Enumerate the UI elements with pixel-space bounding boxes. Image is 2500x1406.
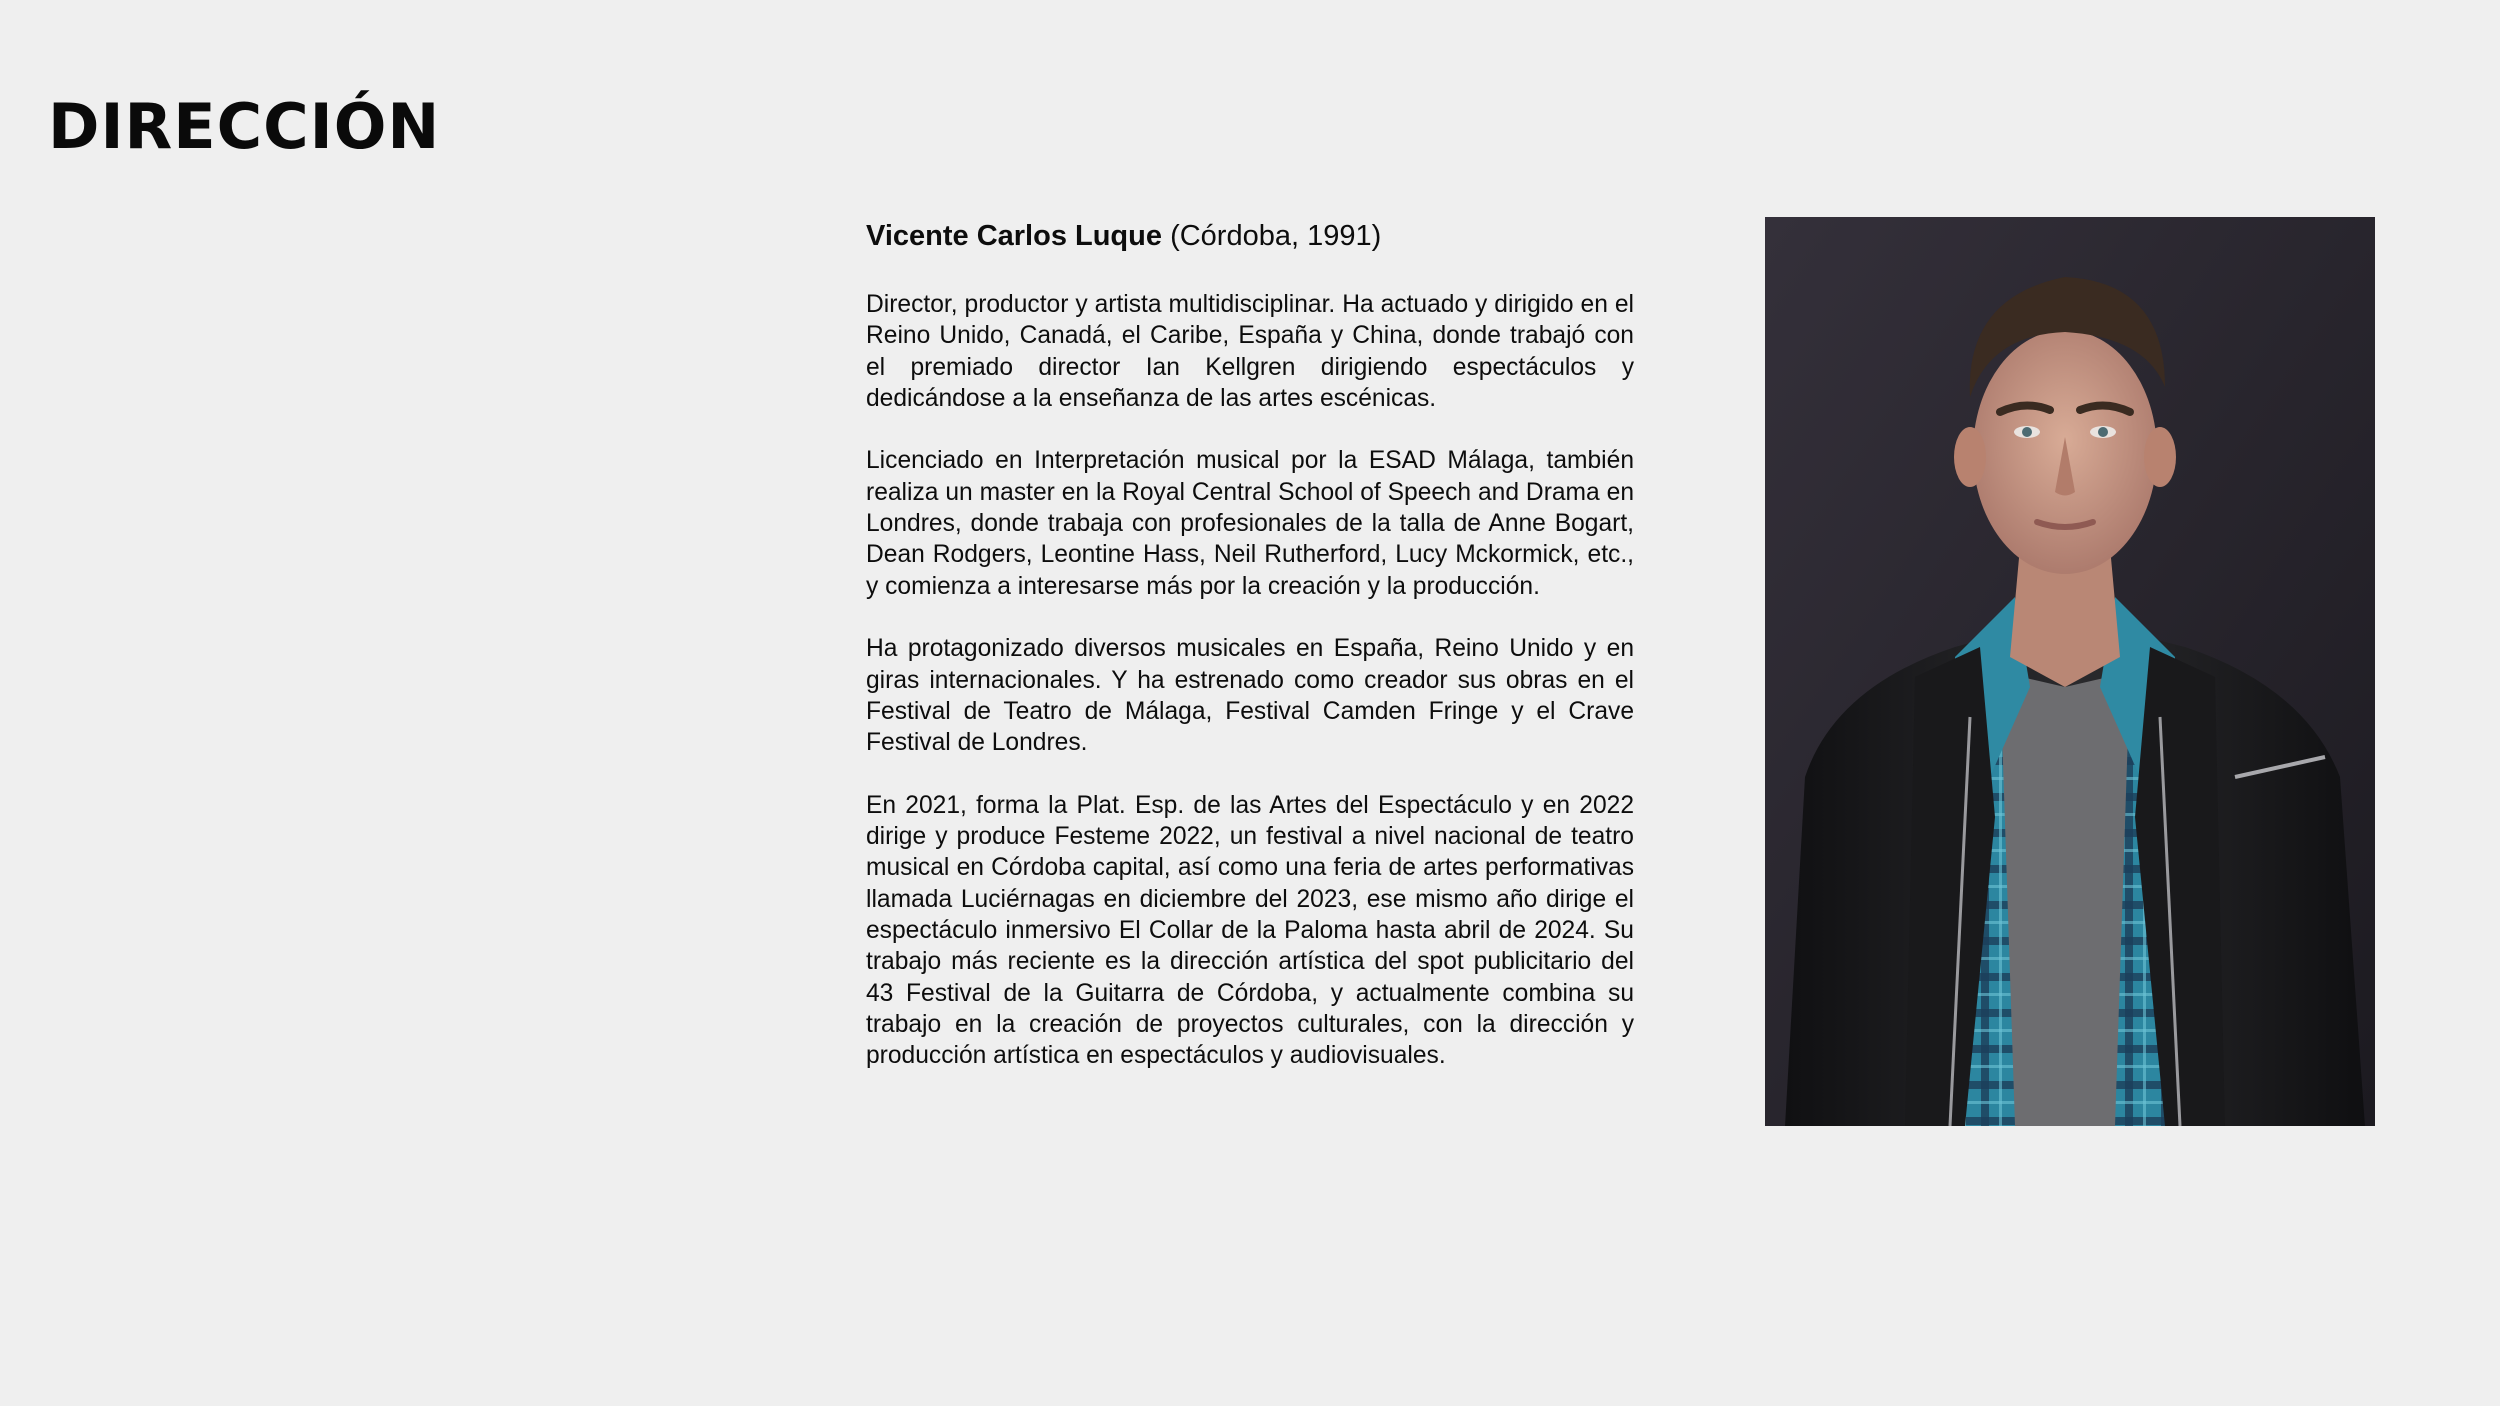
bio-paragraph: Ha protagonizado diversos musicales en España, Reino Unido y en giras internacionales. Y ha estrenado como creador sus obras en el Festival de Teatro de Málaga, Festival Camden Fringe y el Crave Festival de Londres. (866, 635, 1634, 757)
bio-paragraph: Licenciado en Interpretación musical por la ESAD Málaga, también realiza un master en la Royal Central School of Speech and Drama en Londres, donde trabaja con profesionales de la talla de Anne Bogart, Dean Rodgers, Leontine Hass, Neil Rutherford, Lucy Mckormick, etc., y comienza a interesarse más por la creación y la producción. (866, 447, 1634, 600)
bio-section (866, 214, 1634, 1103)
page-title: DIRECCIÓN (48, 90, 441, 163)
portrait-photo (1765, 217, 2375, 1126)
bio-paragraph: En 2021, forma la Plat. Esp. de las Artes del Espectáculo y en 2022 dirige y produce Festeme 2022, un festival a nivel nacional de teatro musical en Córdoba capital, así como una feria de artes performativas llamada Luciérnagas en diciembre del 2023, ese mismo año dirige el espectáculo inmersivo El Collar de la Paloma hasta abril de 2024. Su trabajo más reciente es la dirección artística del spot publicitario del 43 Festival de la Guitarra de Córdoba, y actualmente combina su trabajo en la creación de proyectos culturales, con la dirección y producción artística en espectáculos y audiovisuales. (866, 791, 1634, 1070)
bio-origin: (Córdoba, 1991) (1170, 220, 1382, 252)
bio-name: Vicente Carlos Luque (866, 220, 1162, 252)
bio-paragraph: Director, productor y artista multidisciplinar. Ha actuado y dirigido en el Reino Unido, Canadá, el Caribe, España y China, donde trabajó con el premiado director Ian Kellgren dirigiendo espectáculos y dedicándose a la enseñanza de las artes escénicas. (866, 291, 1634, 412)
portrait-illustration (1765, 217, 2375, 1126)
bio-heading (866, 214, 1634, 258)
